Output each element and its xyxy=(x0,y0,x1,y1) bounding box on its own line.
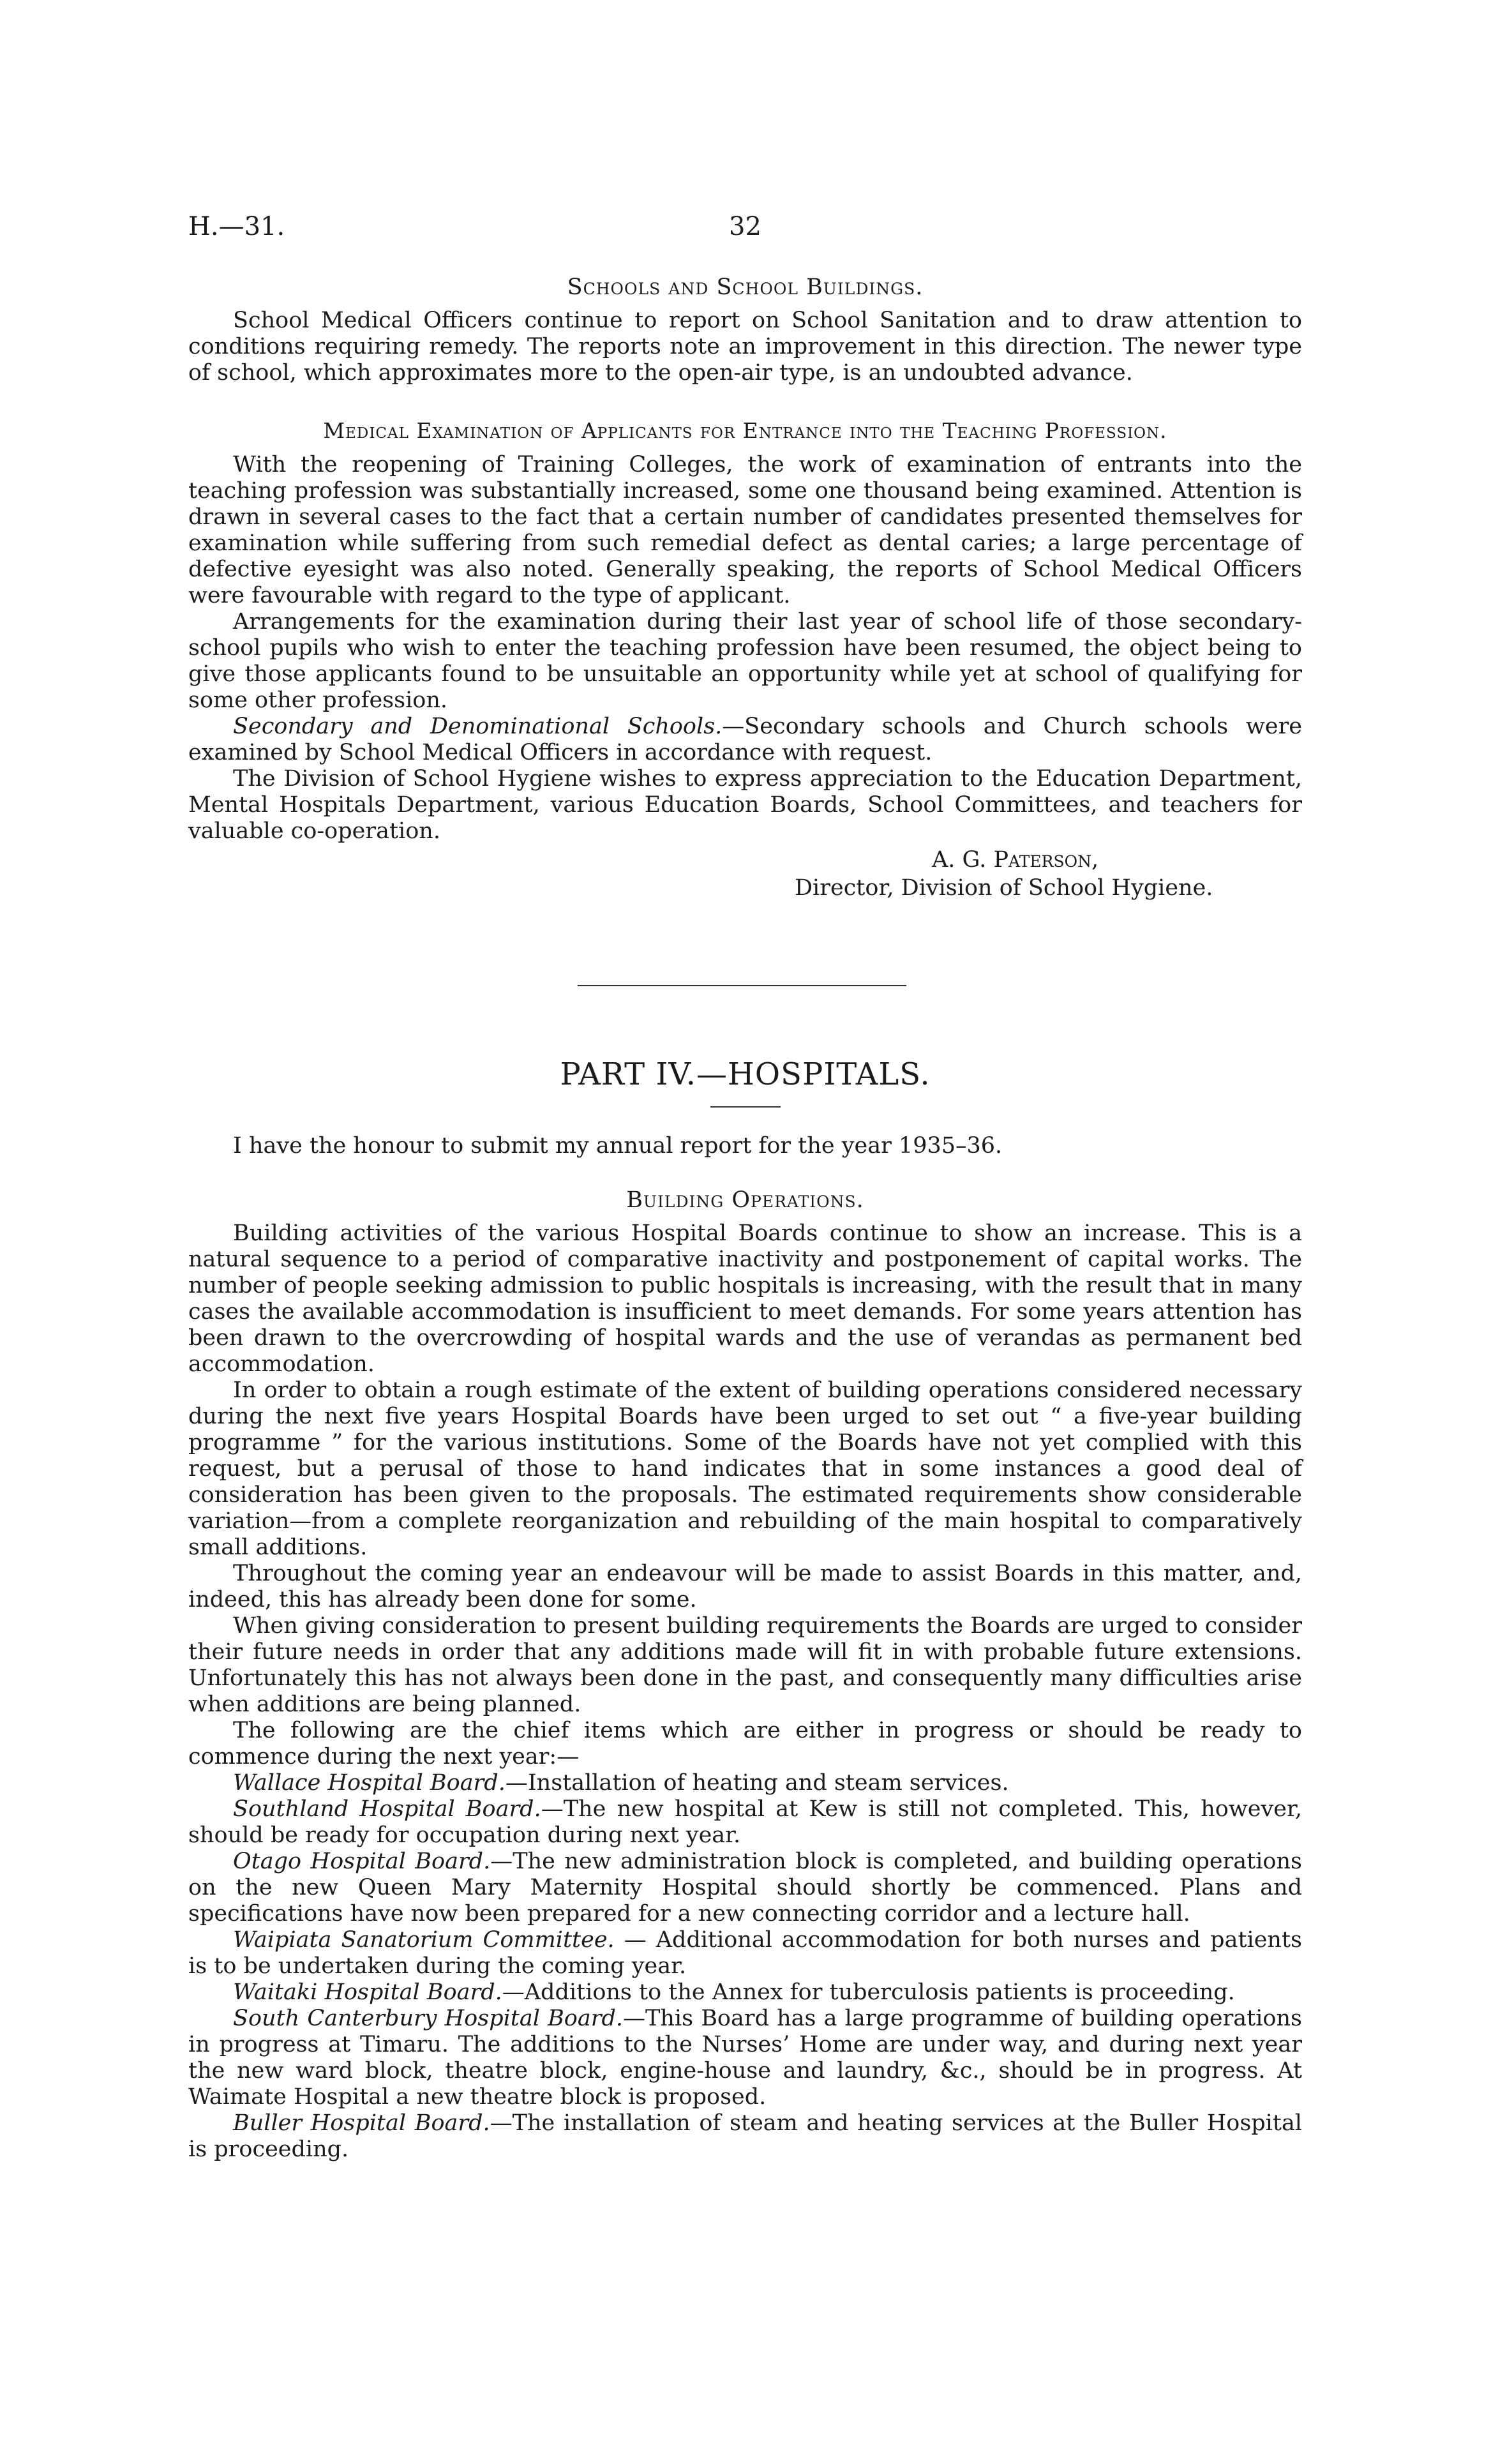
page-header xyxy=(188,212,1302,250)
board-name: Otago Hospital Board. xyxy=(233,1849,491,1874)
signature-title: Director, Division of School Hygiene. xyxy=(795,875,1213,901)
medical-exam-paragraph-4: The Division of School Hygiene wishes to express appreciation to the Education Department, Mental Hospitals Department, various Education Boards, School Committees, and teachers for valuable co-operation. xyxy=(188,766,1302,844)
building-paragraph-2: In order to obtain a rough estimate of the extent of building operations considered necessary during the next five years Hospital Boards have been urged to set out “ a five-year building programme ” for the various institutions. Some of the Boards have not yet complied with this request, but a perusal of those to hand indicates that in some instances a good deal of consideration has been given to the proposals. The estimated requirements show considerable variation—from a complete reorganization and rebuilding of the main hospital to comparatively small additions. xyxy=(188,1378,1302,1560)
paragraph-text: —Secondary schools and Church schools were examined by School Medical Officers in accordance with request. xyxy=(188,714,1303,765)
signature-name: A. G. Paterson, xyxy=(932,847,1099,873)
board-name: Buller Hospital Board. xyxy=(233,2110,490,2136)
page-number: 32 xyxy=(729,212,761,241)
section-heading-medical-exam: Medical Examination of Applicants for Entrance into the Teaching Profession. xyxy=(323,418,1167,443)
board-item xyxy=(188,1979,1302,2006)
board-text: — Additional accommodation for both nurses and patients is to be undertaken during the coming year. xyxy=(188,1927,1302,1979)
board-item xyxy=(188,1849,1302,1927)
building-paragraph-3: Throughout the coming year an endeavour will be made to assist Boards in this matter, and, indeed, this has already been done for some. xyxy=(188,1561,1302,1612)
medical-exam-paragraph-2: Arrangements for the examination during their last year of school life of those secondary-school pupils who wish to enter the teaching profession have been resumed, the object being to give those applicants found to be unsuitable an opportunity while yet at school of qualifying for some other profession. xyxy=(188,609,1302,713)
building-paragraph-4: When giving consideration to present building requirements the Boards are urged to consider their future needs in order that any additions made will fit in with probable future extensions. Unfortunately this has not always been done in the past, and consequently many difficulties arise when additions are being planned. xyxy=(188,1613,1302,1717)
board-text: —The new administration block is completed, and building operations on the new Queen Mary Maternity Hospital should shortly be commenced. Plans and specifications have now been prepared for a new connecting corridor and a lecture hall. xyxy=(188,1849,1302,1927)
board-text: —The new hospital at Kew is still not completed. This, however, should be ready for occupation during next year. xyxy=(188,1796,1302,1848)
building-operations-section xyxy=(188,1187,1302,2163)
building-paragraph-5: The following are the chief items which are either in progress or should be ready to commence during the next year:— xyxy=(188,1718,1302,1769)
document-reference: H.—31. xyxy=(188,212,285,241)
board-name: Wallace Hospital Board. xyxy=(233,1770,506,1796)
board-name: South Canterbury Hospital Board. xyxy=(233,2006,623,2031)
board-item xyxy=(188,1796,1302,1849)
board-text: —The installation of steam and heating services at the Buller Hospital is proceeding. xyxy=(188,2110,1303,2162)
board-name: Waitaki Hospital Board. xyxy=(233,1979,502,2005)
board-name: Southland Hospital Board. xyxy=(233,1796,541,1822)
board-item xyxy=(188,2110,1302,2163)
board-item xyxy=(188,1770,1302,1796)
section-heading-building-operations: Building Operations. xyxy=(626,1187,864,1213)
medical-exam-paragraph-3 xyxy=(188,714,1302,766)
section-heading-schools: Schools and School Buildings. xyxy=(567,274,924,300)
signature-block xyxy=(188,846,1302,902)
part-title: PART IV.—HOSPITALS. xyxy=(560,1056,931,1092)
board-item xyxy=(188,2006,1302,2110)
section-divider xyxy=(578,985,906,986)
schools-paragraph: School Medical Officers continue to report on School Sanitation and to draw attention to conditions requiring remedy. The reports note an improvement in this direction. The newer type of school, which approximates more to the open-air type, is an undoubted advance. xyxy=(188,308,1302,386)
building-paragraph-1: Building activities of the various Hospital Boards continue to show an increase. This is a natural sequence to a period of comparative inactivity and postponement of capital works. The number of people seeking admission to public hospitals is increasing, with the result that in many cases the available accommodation is insufficient to meet demands. For some years attention has been drawn to the overcrowding of hospital wards and the use of verandas as permanent bed accommodation. xyxy=(188,1221,1302,1377)
board-text: —Installation of heating and steam services. xyxy=(505,1770,1009,1796)
board-text: —Additions to the Annex for tuberculosis patients is proceeding. xyxy=(502,1979,1235,2005)
paragraph-lead-italic: Secondary and Denominational Schools. xyxy=(233,714,723,739)
report-intro: I have the honour to submit my annual report for the year 1935–36. xyxy=(233,1133,1003,1159)
schools-section xyxy=(188,274,1302,386)
medical-exam-section xyxy=(188,418,1302,845)
board-text: —This Board has a large programme of building operations in progress at Timaru. The additions to the Nurses’ Home are under way, and during next year the new ward block, theatre block, engine-house and laundry, &c., should be in progress. At Waimate Hospital a new theatre block is proposed. xyxy=(188,2006,1303,2110)
board-name: Waipiata Sanatorium Committee. xyxy=(233,1927,615,1953)
board-item xyxy=(188,1927,1302,1979)
medical-exam-paragraph-1: With the reopening of Training Colleges, the work of examination of entrants into the teaching profession was substantially increased, some one thousand being examined. Attention is drawn in several cases to the fact that a certain number of candidates presented themselves for examination while suffering from such remedial defect as dental caries; a large percentage of defective eyesight was also noted. Generally speaking, the reports of School Medical Officers were favourable with regard to the type of applicant. xyxy=(188,452,1302,608)
title-underline xyxy=(710,1106,781,1108)
